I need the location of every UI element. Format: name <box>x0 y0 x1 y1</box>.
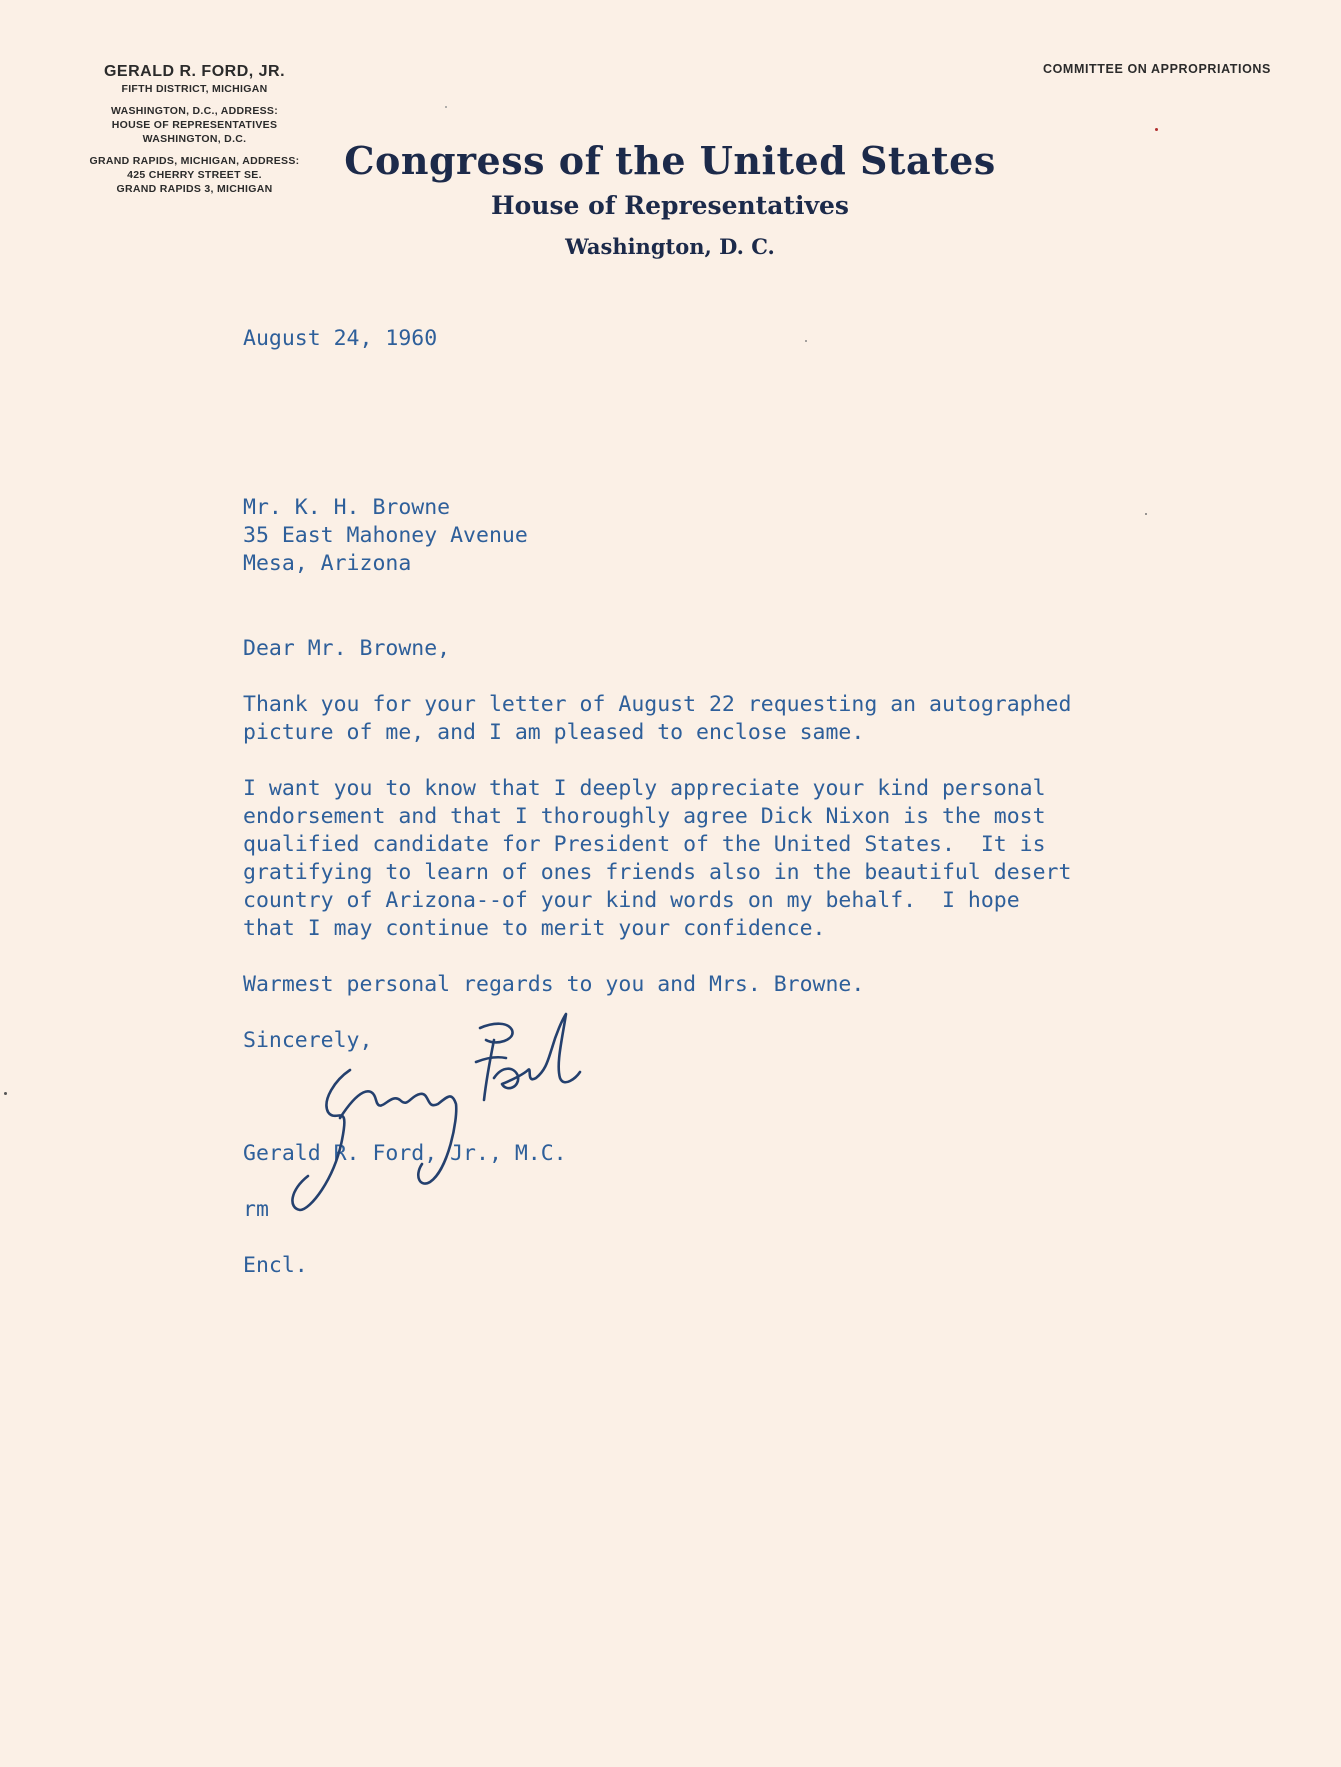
recipient-line1: Mr. K. H. Browne <box>243 495 451 520</box>
masthead <box>330 138 1010 264</box>
paragraph-2-line2: endorsement and that I thoroughly agree Dick Nixon is the most <box>243 804 1046 829</box>
paper-speck <box>805 340 807 342</box>
salutation: Dear Mr. Browne, <box>243 636 451 661</box>
masthead-congress: Congress of the United States <box>344 138 996 183</box>
paragraph-2-line4: gratifying to learn of ones friends also in the beautiful desert <box>243 860 1072 885</box>
masthead-city: Washington, D. C. <box>565 234 775 259</box>
letter-date: August 24, 1960 <box>243 326 438 351</box>
paragraph-1-line2: picture of me, and I am pleased to enclose same. <box>243 720 865 745</box>
typed-signature: Gerald R. Ford, Jr., M.C. <box>243 1141 567 1166</box>
paragraph-2-line6: that I may continue to merit your confidence. <box>243 916 826 941</box>
sender-name: GERALD R. FORD, JR. <box>103 63 286 80</box>
paragraph-3: Warmest personal regards to you and Mrs. Browne. <box>243 972 865 997</box>
sender-district: FIFTH DISTRICT, MICHIGAN <box>121 83 268 95</box>
paragraph-2-line1: I want you to know that I deeply appreciate your kind personal <box>243 776 1046 801</box>
letterhead-sender-block <box>62 62 327 196</box>
signature-stroke-j <box>292 1070 350 1210</box>
paper-speck <box>1155 128 1158 131</box>
paragraph-2-line3: qualified candidate for President of the United States. It is <box>243 832 1046 857</box>
dc-address-line1: HOUSE OF REPRESENTATIVES <box>111 119 278 131</box>
enclosure-notation: Encl. <box>243 1253 308 1278</box>
masthead-house: House of Representatives <box>491 191 849 220</box>
mi-address-line2: GRAND RAPIDS 3, MICHIGAN <box>116 183 273 195</box>
handwritten-signature <box>280 1000 630 1240</box>
paper-speck <box>445 106 447 108</box>
paragraph-1-line1: Thank you for your letter of August 22 requesting an autographed <box>243 692 1072 717</box>
recipient-line2: 35 East Mahoney Avenue <box>243 523 528 548</box>
paper-speck <box>1145 513 1147 515</box>
paragraph-1 <box>243 691 1071 747</box>
paragraph-2 <box>243 775 1071 943</box>
recipient-address <box>243 494 528 578</box>
mi-address-label: GRAND RAPIDS, MICHIGAN, ADDRESS: <box>89 155 300 167</box>
typist-initials: rm <box>243 1197 269 1222</box>
paragraph-2-line5: country of Arizona--of your kind words on my behalf. I hope <box>243 888 1020 913</box>
closing: Sincerely, <box>243 1028 373 1053</box>
signature-stroke-erry <box>340 1091 456 1183</box>
recipient-line3: Mesa, Arizona <box>243 551 412 576</box>
dc-address-line2: WASHINGTON, D.C. <box>142 133 247 145</box>
mi-address-line1: 425 CHERRY STREET SE. <box>127 169 262 181</box>
committee-label: COMMITTEE ON APPROPRIATIONS <box>1042 62 1271 76</box>
dc-address-label: WASHINGTON, D.C., ADDRESS: <box>110 105 279 117</box>
paper-speck <box>4 1092 7 1095</box>
